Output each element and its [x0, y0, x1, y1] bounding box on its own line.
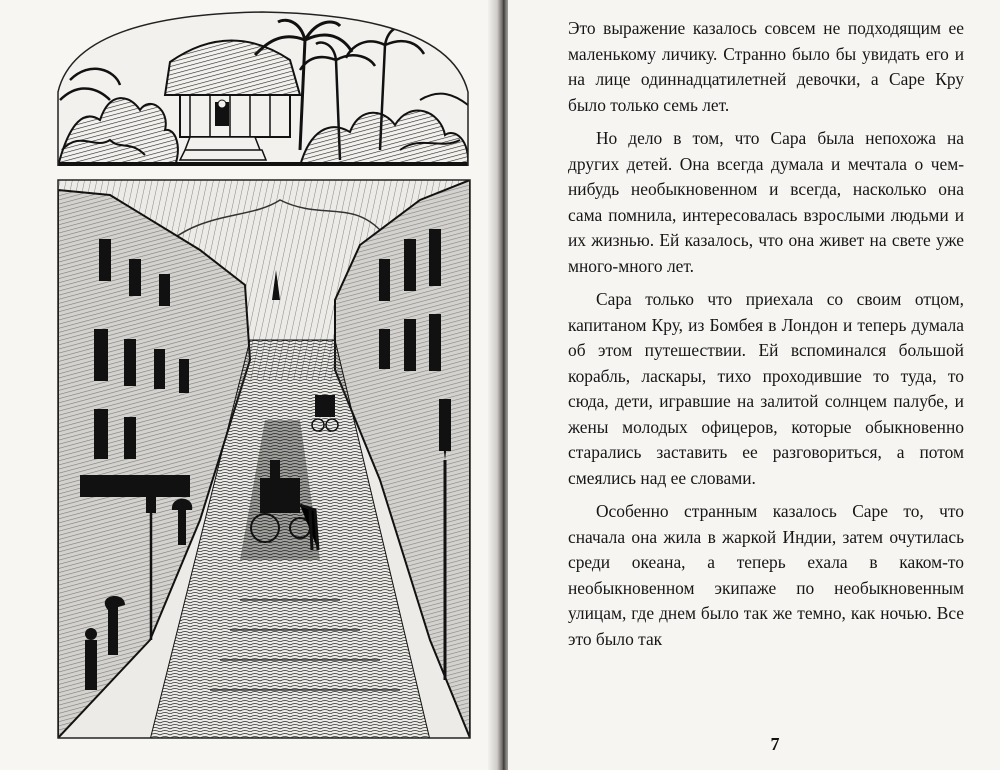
page-text: [568, 16, 964, 660]
paragraph: Особенно странным казалось Саре то, что сначала она жила в жаркой Индии, затем очутилась среди океана, а теперь ехала в каком-то необыкновенном экипаже по необыкновенным улицам, где днем было так же темно, как ночью. Все это было так: [568, 501, 964, 649]
rainy-london-street-illustration: [58, 180, 470, 740]
paragraph: Но дело в том, что Сара была непохожа на других детей. Она всегда думала и мечтала о чем-нибудь необыкновенном и всегда, насколько она сама помнила, интересовалась взрослыми людьми и их жизнью. Ей казалось, что она живет на свете уже много-много лет.: [568, 128, 964, 276]
paragraph: Сара только что приехала со своим отцом, капитаном Кру, из Бомбея в Лондон и теперь думала об этом путешествии. Ей вспоминался большой корабль, ласкары, тихо проходившие то туда, то сюда, дети, игравшие на залитой солнцем палубе, и жены молодых офицеров, которые обыкновенно старались заставить ее разговориться, а потом смеялись над ее словами.: [568, 289, 964, 488]
page-number: 7: [770, 734, 780, 754]
paragraph: Это выражение казалось совсем не подходящим ее маленькому личику. Странно было бы увидать его и на лице одиннадцатилетней девочки, а Саре Кру было только семь лет.: [568, 18, 964, 115]
